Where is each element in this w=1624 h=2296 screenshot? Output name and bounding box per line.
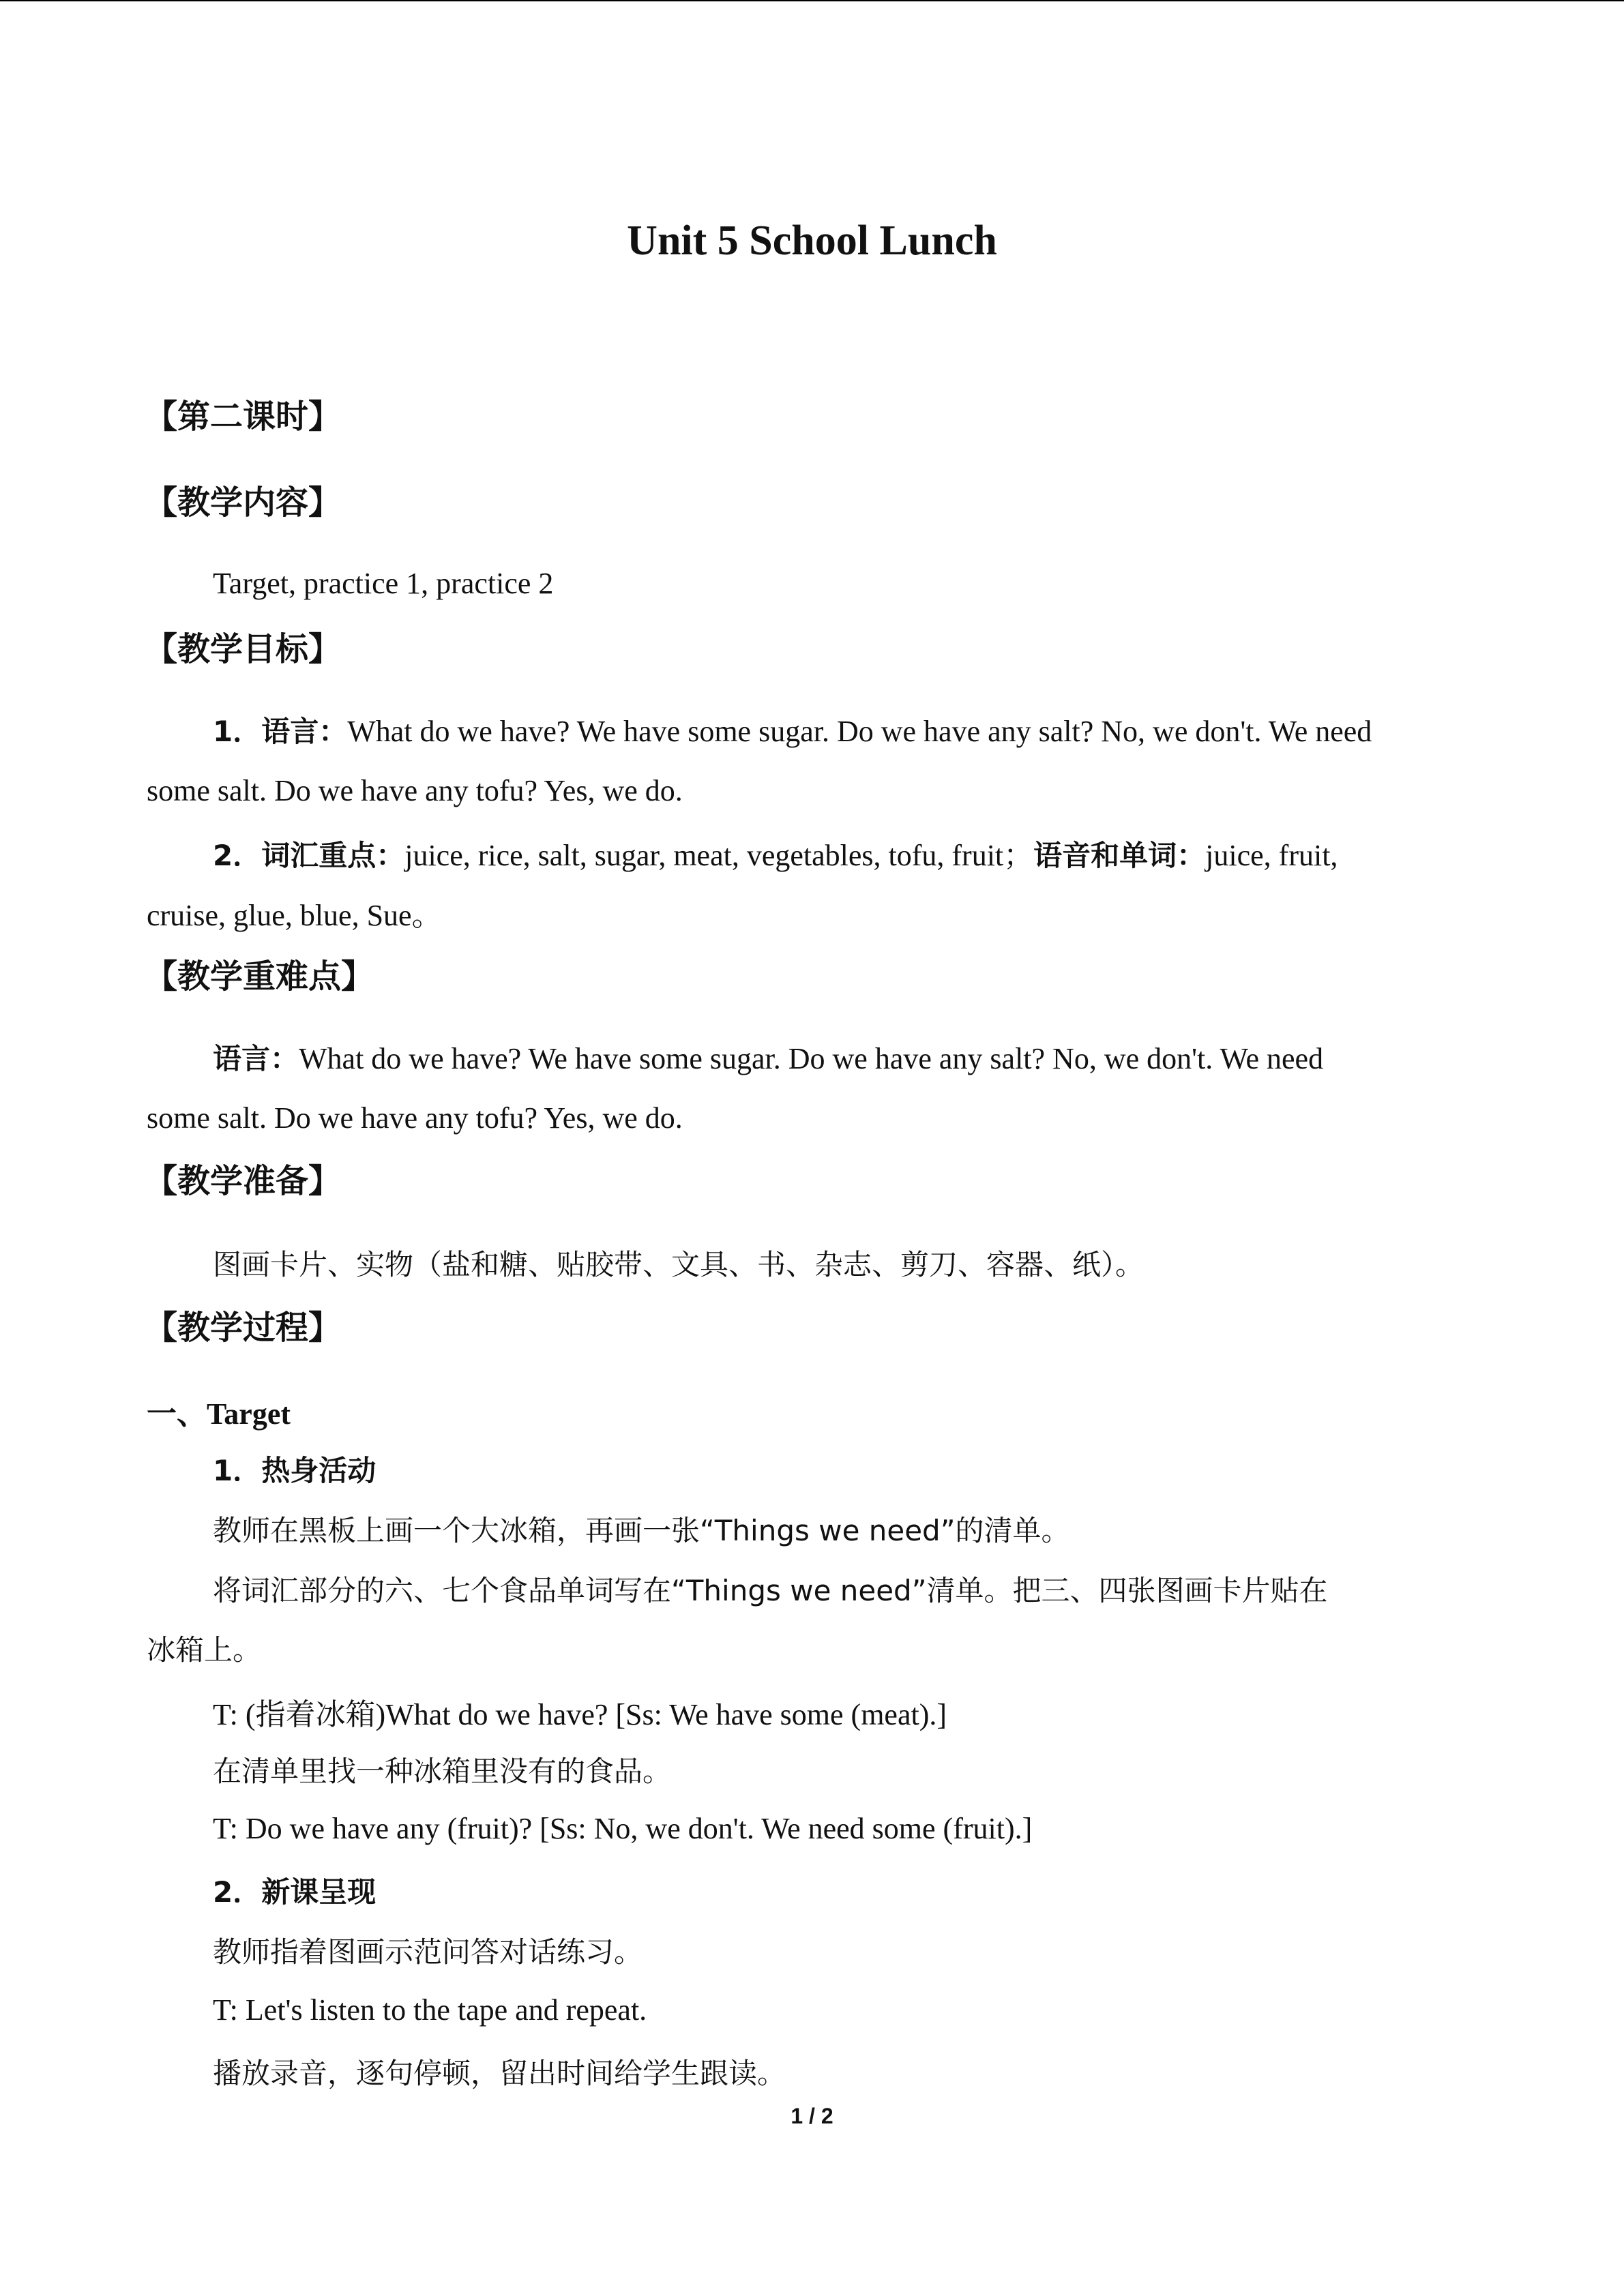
goal2-phonics-a: juice, fruit, — [1205, 839, 1338, 872]
step1-line1: 教师在黑板上画一个大冰箱，再画一张“Things we need”的清单。 — [213, 1514, 1070, 1547]
content-heading: 【教学内容】 — [145, 483, 342, 522]
document-title: Unit 5 School Lunch — [627, 218, 997, 264]
content-text: Target, practice 1, practice 2 — [213, 567, 554, 600]
step1-line3: T: (指着冰箱)What do we have? [Ss: We have some (meat).] — [213, 1698, 947, 1731]
step2-line1: 教师指着图画示范问答对话练习。 — [213, 1935, 643, 1969]
period-heading: 【第二课时】 — [145, 398, 342, 436]
key-points-heading: 【教学重难点】 — [145, 957, 374, 996]
process-heading: 【教学过程】 — [145, 1309, 342, 1347]
step1-line2a: 将词汇部分的六、七个食品单词写在“Things we need”清单。把三、四张图画卡片贴在 — [213, 1574, 1328, 1607]
prep-text: 图画卡片、实物（盐和糖、贴胶带、文具、书、杂志、剪刀、容器、纸）。 — [213, 1248, 1145, 1281]
goal2-line — [213, 831, 1477, 874]
key-text-a: What do we have? We have some sugar. Do we have any salt? No, we don't. We need — [299, 1042, 1324, 1075]
goal1-label: 1．语言： — [213, 715, 348, 748]
key-label: 语言： — [213, 1042, 299, 1075]
goal1-text-b: some salt. Do we have any tofu? Yes, we do. — [147, 774, 683, 807]
goal1-line — [213, 709, 1477, 750]
part1-title: 一、Target — [147, 1397, 291, 1431]
step1-title: 1．热身活动 — [213, 1454, 377, 1487]
step2-title: 2．新课呈现 — [213, 1875, 377, 1909]
goal2-vocab: juice, rice, salt, sugar, meat, vegetables, tofu, fruit； — [404, 839, 1034, 872]
step2-line2: T: Let's listen to the tape and repeat. — [213, 1993, 647, 2027]
key-text-b: some salt. Do we have any tofu? Yes, we do. — [147, 1101, 683, 1135]
goal2-phonics-label: 语音和单词： — [1033, 839, 1206, 872]
step2-line3: 播放录音，逐句停顿，留出时间给学生跟读。 — [213, 2057, 786, 2090]
goals-heading: 【教学目标】 — [145, 630, 342, 668]
goal1-text-a: What do we have? We have some sugar. Do we have any salt? No, we don't. We need — [347, 715, 1372, 748]
goal2-label: 2．词汇重点： — [213, 839, 405, 872]
prep-heading: 【教学准备】 — [145, 1162, 342, 1200]
step1-line5: T: Do we have any (fruit)? [Ss: No, we don't. We need some (fruit).] — [213, 1812, 1033, 1845]
page-number: 1 / 2 — [791, 2104, 833, 2128]
page-top-border — [0, 0, 1624, 1]
goal2-phonics-b: cruise, glue, blue, Sue。 — [147, 899, 442, 932]
step1-line2b: 冰箱上。 — [147, 1633, 262, 1667]
step1-line4: 在清单里找一种冰箱里没有的食品。 — [213, 1755, 672, 1788]
key-line — [213, 1037, 1477, 1077]
